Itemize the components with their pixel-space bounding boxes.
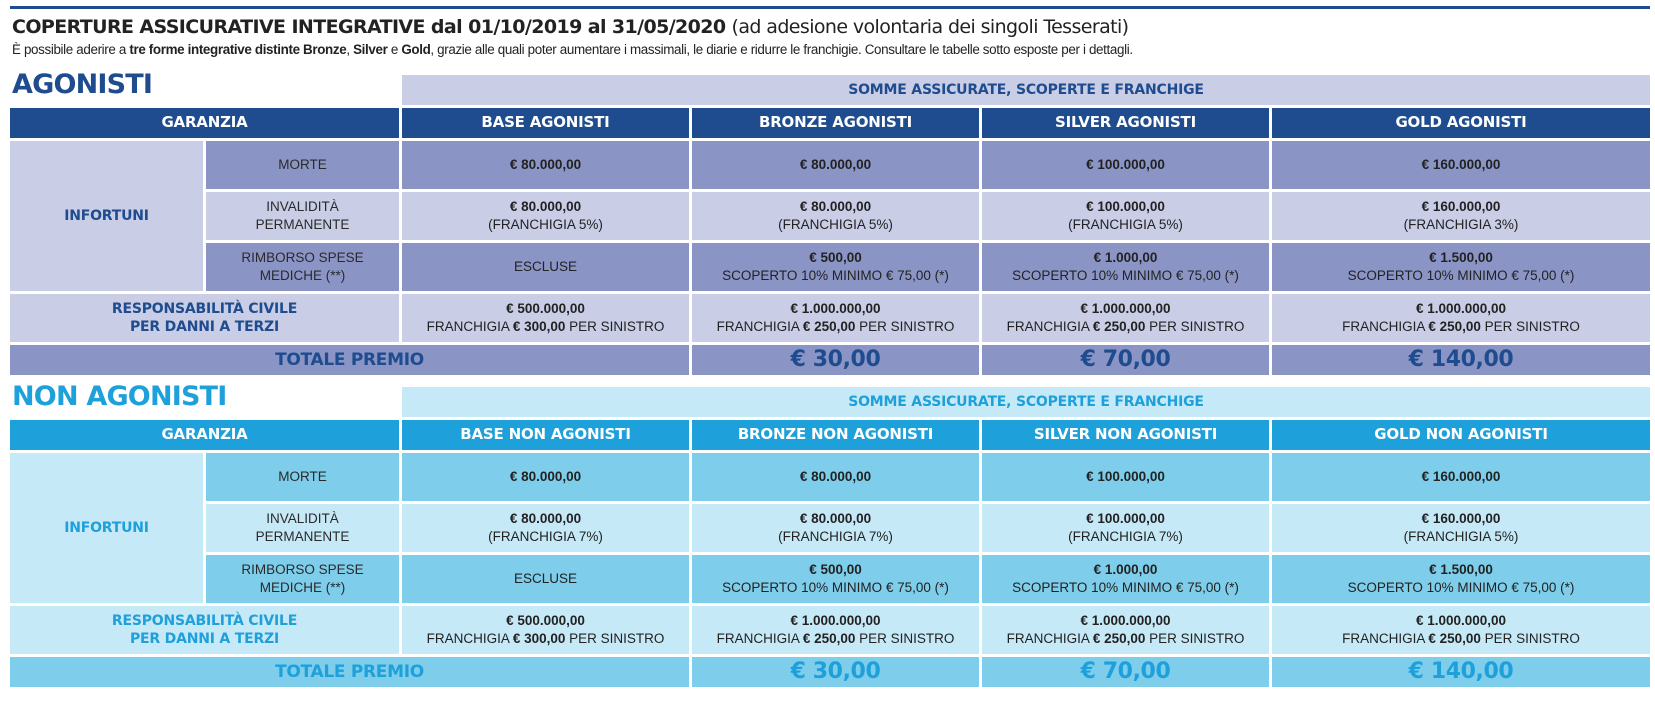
rimborso-text: MEDICHE (**) [259, 580, 346, 595]
rimborso-value [1272, 243, 1650, 291]
invalidita-value [402, 192, 689, 240]
rimborso-amount: € 500,00 [809, 250, 862, 266]
plan-header [692, 108, 979, 138]
subtitle-text: , grazie alle quali poter aumentare i massimali, le diarie e ridurre le franchigie. Consultare le tabelle sotto esposte per i dettagli. [430, 42, 1133, 57]
rimborso-value [402, 243, 689, 291]
rimborso-scoperto: SCOPERTO 10% MINIMO € 75,00 (*) [1012, 268, 1239, 283]
page-title [12, 16, 1128, 38]
rc-franchigia-prefix: FRANCHIGIA [426, 319, 513, 334]
section-title: NON AGONISTI [12, 381, 227, 412]
subtitle-bold: tre forme integrative distinte Bronze [129, 42, 347, 57]
invalidita-amount: € 160.000,00 [1421, 511, 1501, 527]
invalidita-value [982, 192, 1269, 240]
subtitle-text: e [387, 42, 402, 57]
subtitle-bold: Silver [353, 42, 388, 57]
rc-label [10, 294, 399, 342]
morte-amount: € 100.000,00 [1086, 469, 1165, 485]
rimborso-value [692, 243, 979, 291]
rc-franchigia [1342, 630, 1580, 648]
rc-franchigia [1007, 630, 1245, 648]
totale-amount: € 140,00 [1408, 346, 1514, 372]
morte-amount: € 160.000,00 [1421, 469, 1501, 485]
somme-header [402, 387, 1650, 417]
rc-amount: € 1.000.000,00 [1415, 301, 1507, 317]
rc-label [10, 606, 399, 654]
rc-franchigia [1342, 318, 1580, 336]
totale-amount: € 70,00 [1080, 346, 1171, 372]
rimborso-label [206, 243, 399, 291]
garanzia-header [10, 420, 399, 450]
totale-value [982, 345, 1269, 375]
plan-label: GOLD NON AGONISTI [1374, 425, 1548, 444]
invalidita-label [206, 504, 399, 552]
plan-label: BRONZE NON AGONISTI [737, 425, 934, 444]
totale-label [10, 657, 689, 687]
invalidita-value [692, 504, 979, 552]
rc-franchigia-prefix: FRANCHIGIA [716, 631, 803, 646]
invalidita-amount: € 100.000,00 [1086, 511, 1165, 527]
totale-value [1272, 345, 1650, 375]
invalidita-value [1272, 504, 1650, 552]
morte-value [402, 141, 689, 189]
rc-franchigia [717, 630, 955, 648]
morte-value [692, 453, 979, 501]
invalidita-franchigia: (FRANCHIGIA 5%) [488, 217, 603, 232]
morte-amount: € 80.000,00 [509, 157, 582, 173]
rc-franchigia-value: € 250,00 [1092, 631, 1146, 646]
plan-header [1272, 420, 1650, 450]
rc-value [402, 606, 689, 654]
rc-amount: € 1.000.000,00 [790, 613, 881, 629]
rc-franchigia-prefix: FRANCHIGIA [1342, 631, 1429, 646]
morte-value [1272, 453, 1650, 501]
rimborso-escluse: ESCLUSE [513, 259, 578, 275]
rc-franchigia-suffix: PER SINISTRO [1480, 319, 1580, 334]
morte-amount: € 80.000,00 [799, 157, 872, 173]
rc-franchigia-suffix: PER SINISTRO [1145, 319, 1245, 334]
totale-label-text: TOTALE PREMIO [275, 661, 424, 682]
somme-label: SOMME ASSICURATE, SCOPERTE E FRANCHIGE [848, 393, 1204, 410]
totale-label [10, 345, 689, 375]
rc-franchigia-suffix: PER SINISTRO [565, 631, 665, 646]
invalidita-franchigia: (FRANCHIGIA 5%) [1403, 529, 1519, 544]
agonisti-section [10, 69, 1650, 372]
rc-franchigia-value: € 250,00 [1092, 319, 1146, 334]
invalidita-label [206, 192, 399, 240]
rimborso-scoperto: SCOPERTO 10% MINIMO € 75,00 (*) [722, 268, 949, 283]
rc-franchigia-prefix: FRANCHIGIA [1006, 631, 1093, 646]
totale-label-text: TOTALE PREMIO [275, 349, 424, 370]
invalidita-value [982, 504, 1269, 552]
invalidita-text: PERMANENTE [255, 217, 350, 232]
invalidita-amount: € 100.000,00 [1086, 199, 1165, 215]
morte-amount: € 160.000,00 [1421, 157, 1501, 173]
plan-header [982, 108, 1269, 138]
morte-label [206, 453, 399, 501]
rc-franchigia-value: € 250,00 [802, 631, 856, 646]
top-rule [10, 6, 1650, 9]
rc-label-text: PER DANNI A TERZI [129, 631, 279, 647]
morte-value [1272, 141, 1650, 189]
rc-franchigia-value: € 250,00 [1428, 319, 1481, 334]
rc-value [982, 294, 1269, 342]
invalidita-amount: € 160.000,00 [1421, 199, 1501, 215]
invalidita-text: INVALIDITÀ [266, 511, 339, 527]
rc-amount: € 1.000.000,00 [790, 301, 881, 317]
rc-franchigia [427, 630, 665, 648]
rimborso-amount: € 500,00 [809, 562, 862, 578]
rimborso-value [692, 555, 979, 603]
rimborso-value [982, 555, 1269, 603]
rc-amount: € 500.000,00 [506, 301, 585, 317]
infortuni-text: INFORTUNI [64, 519, 149, 536]
rimborso-text: RIMBORSO SPESE [241, 250, 364, 266]
subtitle-bold: Gold [401, 42, 431, 57]
plan-label: GOLD AGONISTI [1395, 113, 1527, 132]
morte-text: MORTE [278, 157, 327, 173]
rimborso-scoperto: SCOPERTO 10% MINIMO € 75,00 (*) [722, 580, 949, 595]
invalidita-amount: € 80.000,00 [509, 511, 582, 527]
rc-label-text: PER DANNI A TERZI [129, 319, 279, 335]
plan-header [402, 420, 689, 450]
rimborso-scoperto: SCOPERTO 10% MINIMO € 75,00 (*) [1012, 580, 1239, 595]
rimborso-scoperto: SCOPERTO 10% MINIMO € 75,00 (*) [1347, 580, 1575, 595]
rc-franchigia-suffix: PER SINISTRO [1480, 631, 1580, 646]
rc-franchigia [717, 318, 955, 336]
rc-franchigia-suffix: PER SINISTRO [1145, 631, 1245, 646]
invalidita-value [1272, 192, 1650, 240]
rc-value [402, 294, 689, 342]
invalidita-franchigia: (FRANCHIGIA 3%) [1403, 217, 1519, 232]
rc-amount: € 1.000.000,00 [1415, 613, 1507, 629]
invalidita-amount: € 80.000,00 [509, 199, 582, 215]
invalidita-franchigia: (FRANCHIGIA 7%) [778, 529, 893, 544]
totale-amount: € 70,00 [1080, 658, 1171, 684]
morte-label [206, 141, 399, 189]
invalidita-value [402, 504, 689, 552]
totale-amount: € 30,00 [790, 346, 881, 372]
plan-label: BRONZE AGONISTI [758, 113, 913, 132]
rimborso-text: MEDICHE (**) [259, 268, 346, 283]
garanzia-header [10, 108, 399, 138]
rc-label-text: RESPONSABILITÀ CIVILE [111, 612, 298, 629]
rc-franchigia [427, 318, 665, 336]
infortuni-label [10, 453, 203, 603]
invalidita-franchigia: (FRANCHIGIA 7%) [1068, 529, 1183, 544]
morte-text: MORTE [278, 469, 327, 485]
rc-value [1272, 294, 1650, 342]
morte-amount: € 80.000,00 [509, 469, 582, 485]
rc-franchigia-value: € 250,00 [1428, 631, 1481, 646]
rc-franchigia-value: € 250,00 [802, 319, 856, 334]
subtitle-text: , [346, 42, 354, 57]
invalidita-text: INVALIDITÀ [266, 199, 339, 215]
title-bold: COPERTURE ASSICURATIVE INTEGRATIVE dal 01/10/2019 al 31/05/2020 [12, 16, 726, 38]
garanzia-label: GARANZIA [161, 113, 248, 132]
rimborso-label [206, 555, 399, 603]
rimborso-amount: € 1.000,00 [1093, 250, 1158, 266]
infortuni-label [10, 141, 203, 291]
rc-franchigia-prefix: FRANCHIGIA [1342, 319, 1429, 334]
rimborso-value [1272, 555, 1650, 603]
plan-label: BASE NON AGONISTI [460, 425, 631, 444]
invalidita-value [692, 192, 979, 240]
title-rest: (ad adesione volontaria dei singoli Tesserati) [731, 16, 1129, 38]
morte-amount: € 100.000,00 [1086, 157, 1165, 173]
infortuni-text: INFORTUNI [64, 207, 149, 224]
somme-header [402, 75, 1650, 105]
invalidita-amount: € 80.000,00 [799, 511, 872, 527]
totale-amount: € 30,00 [790, 658, 881, 684]
rimborso-value [982, 243, 1269, 291]
plan-header [1272, 108, 1650, 138]
subtitle-text: È possibile aderire a [12, 42, 130, 57]
rc-amount: € 500.000,00 [506, 613, 585, 629]
rc-amount: € 1.000.000,00 [1080, 301, 1171, 317]
somme-label: SOMME ASSICURATE, SCOPERTE E FRANCHIGE [848, 81, 1204, 98]
totale-amount: € 140,00 [1408, 658, 1514, 684]
plan-header [982, 420, 1269, 450]
rimborso-escluse: ESCLUSE [513, 571, 578, 587]
rimborso-value [402, 555, 689, 603]
rimborso-scoperto: SCOPERTO 10% MINIMO € 75,00 (*) [1347, 268, 1575, 283]
plan-header [402, 108, 689, 138]
rc-franchigia-prefix: FRANCHIGIA [716, 319, 803, 334]
rimborso-text: RIMBORSO SPESE [241, 562, 364, 578]
invalidita-text: PERMANENTE [255, 529, 350, 544]
morte-value [402, 453, 689, 501]
rc-franchigia-value: € 300,00 [512, 319, 566, 334]
rc-amount: € 1.000.000,00 [1080, 613, 1171, 629]
invalidita-amount: € 80.000,00 [799, 199, 872, 215]
plan-header [692, 420, 979, 450]
rc-label-text: RESPONSABILITÀ CIVILE [111, 300, 298, 317]
rc-franchigia-suffix: PER SINISTRO [855, 319, 955, 334]
invalidita-franchigia: (FRANCHIGIA 5%) [778, 217, 893, 232]
rc-value [692, 294, 979, 342]
totale-value [692, 657, 979, 687]
rc-franchigia-prefix: FRANCHIGIA [1006, 319, 1093, 334]
rc-franchigia-prefix: FRANCHIGIA [426, 631, 513, 646]
rimborso-amount: € 1.000,00 [1093, 562, 1158, 578]
morte-value [982, 453, 1269, 501]
non-agonisti-section [10, 381, 1650, 689]
garanzia-label: GARANZIA [161, 425, 248, 444]
morte-value [982, 141, 1269, 189]
rc-value [982, 606, 1269, 654]
rimborso-amount: € 1.500,00 [1429, 562, 1493, 578]
totale-value [692, 345, 979, 375]
rc-franchigia-suffix: PER SINISTRO [565, 319, 665, 334]
invalidita-franchigia: (FRANCHIGIA 5%) [1068, 217, 1183, 232]
plan-label: SILVER NON AGONISTI [1033, 425, 1218, 444]
plan-label: BASE AGONISTI [481, 113, 610, 132]
totale-value [1272, 657, 1650, 687]
morte-value [692, 141, 979, 189]
section-title: AGONISTI [12, 69, 153, 100]
invalidita-franchigia: (FRANCHIGIA 7%) [488, 529, 603, 544]
morte-amount: € 80.000,00 [799, 469, 872, 485]
rimborso-amount: € 1.500,00 [1429, 250, 1493, 266]
rc-franchigia [1007, 318, 1245, 336]
rc-franchigia-value: € 300,00 [512, 631, 566, 646]
plan-label: SILVER AGONISTI [1055, 113, 1196, 132]
totale-value [982, 657, 1269, 687]
rc-value [1272, 606, 1650, 654]
page-subtitle [12, 42, 1133, 57]
rc-value [692, 606, 979, 654]
rc-franchigia-suffix: PER SINISTRO [855, 631, 955, 646]
